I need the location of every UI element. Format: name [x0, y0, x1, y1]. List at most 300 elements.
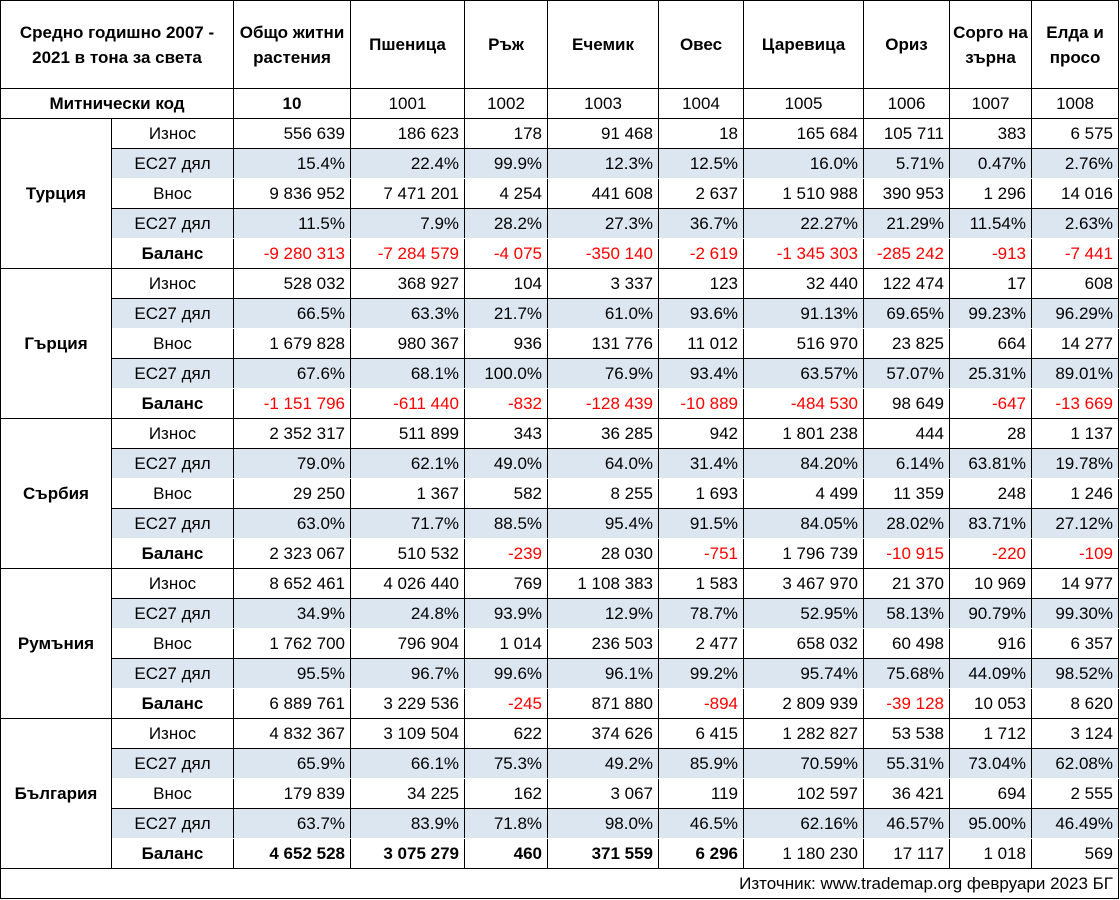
table-cell: 11 012 — [659, 329, 744, 359]
metric-label: ЕС27 дял — [112, 509, 234, 539]
table-cell: 65.9% — [234, 749, 351, 779]
table-cell: 91 468 — [548, 119, 659, 149]
code-cell: 1002 — [465, 89, 548, 119]
table-cell: 528 032 — [234, 269, 351, 299]
table-cell: 84.05% — [744, 509, 864, 539]
table-cell: 22.27% — [744, 209, 864, 239]
table-cell: 18 — [659, 119, 744, 149]
code-cell: 1007 — [950, 89, 1032, 119]
table-cell: 96.29% — [1032, 299, 1119, 329]
table-cell: 390 953 — [864, 179, 950, 209]
table-cell: 62.1% — [351, 449, 465, 479]
table-cell: 99.9% — [465, 149, 548, 179]
table-cell: 52.95% — [744, 599, 864, 629]
table-cell: 6 357 — [1032, 629, 1119, 659]
metric-label: Внос — [112, 479, 234, 509]
code-cell: 1004 — [659, 89, 744, 119]
column-header: Сорго на зърна — [950, 1, 1032, 89]
table-row — [1, 599, 1119, 629]
metric-label: Баланс — [112, 539, 234, 569]
table-cell: 71.7% — [351, 509, 465, 539]
table-row — [1, 749, 1119, 779]
table-cell: 46.57% — [864, 809, 950, 839]
table-cell: 5.71% — [864, 149, 950, 179]
table-cell: 32 440 — [744, 269, 864, 299]
table-cell: -13 669 — [1032, 389, 1119, 419]
table-cell: 36 421 — [864, 779, 950, 809]
table-cell: -832 — [465, 389, 548, 419]
table-cell: 916 — [950, 629, 1032, 659]
table-cell: 2.76% — [1032, 149, 1119, 179]
table-cell: 1 801 238 — [744, 419, 864, 449]
table-cell: 2 637 — [659, 179, 744, 209]
table-cell: 4 499 — [744, 479, 864, 509]
table-cell: 17 — [950, 269, 1032, 299]
table-cell: 1 762 700 — [234, 629, 351, 659]
table-cell: 85.9% — [659, 749, 744, 779]
metric-label: Износ — [112, 569, 234, 599]
table-cell: 441 608 — [548, 179, 659, 209]
table-cell: 11 359 — [864, 479, 950, 509]
table-cell: 383 — [950, 119, 1032, 149]
table-cell: 69.65% — [864, 299, 950, 329]
table-cell: 104 — [465, 269, 548, 299]
table-cell: 9 836 952 — [234, 179, 351, 209]
table-cell: 31.4% — [659, 449, 744, 479]
table-cell: 2.63% — [1032, 209, 1119, 239]
code-cell: 1006 — [864, 89, 950, 119]
table-cell: 460 — [465, 839, 548, 869]
table-cell: 1 583 — [659, 569, 744, 599]
table-cell: 17 117 — [864, 839, 950, 869]
column-header: Овес — [659, 1, 744, 89]
table-cell: 53 538 — [864, 719, 950, 749]
table-row — [1, 209, 1119, 239]
table-row — [1, 659, 1119, 689]
table-row — [1, 389, 1119, 419]
table-cell: 2 477 — [659, 629, 744, 659]
metric-label: Внос — [112, 779, 234, 809]
table-cell: 3 075 279 — [351, 839, 465, 869]
table-cell: 63.7% — [234, 809, 351, 839]
column-header: Царевица — [744, 1, 864, 89]
table-row — [1, 779, 1119, 809]
table-cell: 99.2% — [659, 659, 744, 689]
table-cell: 78.7% — [659, 599, 744, 629]
table-cell: 36.7% — [659, 209, 744, 239]
table-cell: 3 467 970 — [744, 569, 864, 599]
code-cell: 1001 — [351, 89, 465, 119]
table-cell: -2 619 — [659, 239, 744, 269]
country-label: Гърция — [1, 269, 112, 419]
table-cell: -39 128 — [864, 689, 950, 719]
table-cell: 1 296 — [950, 179, 1032, 209]
table-cell: 22.4% — [351, 149, 465, 179]
table-cell: 62.08% — [1032, 749, 1119, 779]
table-cell: 89.01% — [1032, 359, 1119, 389]
table-cell: -128 439 — [548, 389, 659, 419]
table-cell: 8 255 — [548, 479, 659, 509]
table-cell: -913 — [950, 239, 1032, 269]
table-cell: 10 969 — [950, 569, 1032, 599]
table-row — [1, 629, 1119, 659]
table-cell: 63.81% — [950, 449, 1032, 479]
table-cell: 131 776 — [548, 329, 659, 359]
table-cell: 58.13% — [864, 599, 950, 629]
table-cell: 179 839 — [234, 779, 351, 809]
table-cell: -109 — [1032, 539, 1119, 569]
table-cell: 28.02% — [864, 509, 950, 539]
table-row — [1, 719, 1119, 749]
country-label: Турция — [1, 119, 112, 269]
table-cell: 55.31% — [864, 749, 950, 779]
table-cell: 4 254 — [465, 179, 548, 209]
table-cell: 83.9% — [351, 809, 465, 839]
table-cell: 21 370 — [864, 569, 950, 599]
table-cell: 186 623 — [351, 119, 465, 149]
column-header: Ориз — [864, 1, 950, 89]
table-cell: 62.16% — [744, 809, 864, 839]
table-cell: 99.30% — [1032, 599, 1119, 629]
table-cell: -894 — [659, 689, 744, 719]
table-cell: 12.9% — [548, 599, 659, 629]
table-cell: 73.04% — [950, 749, 1032, 779]
metric-label: Износ — [112, 269, 234, 299]
table-cell: 63.57% — [744, 359, 864, 389]
code-cell: 1008 — [1032, 89, 1119, 119]
table-row — [1, 419, 1119, 449]
table-row — [1, 329, 1119, 359]
table-row — [1, 149, 1119, 179]
table-cell: 83.71% — [950, 509, 1032, 539]
table-cell: 694 — [950, 779, 1032, 809]
table-cell: 96.1% — [548, 659, 659, 689]
table-cell: 93.4% — [659, 359, 744, 389]
table-cell: 98.52% — [1032, 659, 1119, 689]
table-cell: 95.74% — [744, 659, 864, 689]
table-cell: 66.5% — [234, 299, 351, 329]
column-header: Ечемик — [548, 1, 659, 89]
table-cell: -647 — [950, 389, 1032, 419]
table-cell: 2 352 317 — [234, 419, 351, 449]
table-cell: 123 — [659, 269, 744, 299]
table-cell: -285 242 — [864, 239, 950, 269]
table-cell: -1 345 303 — [744, 239, 864, 269]
table-cell: 66.1% — [351, 749, 465, 779]
table-cell: 165 684 — [744, 119, 864, 149]
metric-label: ЕС27 дял — [112, 599, 234, 629]
table-cell: 28 — [950, 419, 1032, 449]
code-row — [1, 89, 1119, 119]
table-cell: 248 — [950, 479, 1032, 509]
code-label: Митнически код — [1, 89, 234, 119]
metric-label: Внос — [112, 329, 234, 359]
table-cell: 2 555 — [1032, 779, 1119, 809]
table-cell: 60 498 — [864, 629, 950, 659]
table-cell: 36 285 — [548, 419, 659, 449]
table-cell: 796 904 — [351, 629, 465, 659]
metric-label: Баланс — [112, 689, 234, 719]
table-cell: 6 575 — [1032, 119, 1119, 149]
table-cell: 98.0% — [548, 809, 659, 839]
table-cell: 11.5% — [234, 209, 351, 239]
table-cell: 98 649 — [864, 389, 950, 419]
metric-label: Баланс — [112, 389, 234, 419]
table-row — [1, 239, 1119, 269]
table-cell: 95.5% — [234, 659, 351, 689]
metric-label: Внос — [112, 179, 234, 209]
metric-label: ЕС27 дял — [112, 149, 234, 179]
table-cell: 16.0% — [744, 149, 864, 179]
table-row — [1, 269, 1119, 299]
table-cell: 100.0% — [465, 359, 548, 389]
table-cell: 10 053 — [950, 689, 1032, 719]
table-cell: 119 — [659, 779, 744, 809]
table-cell: 2 323 067 — [234, 539, 351, 569]
table-cell: 556 639 — [234, 119, 351, 149]
table-cell: 102 597 — [744, 779, 864, 809]
table-cell: 122 474 — [864, 269, 950, 299]
table-cell: 21.7% — [465, 299, 548, 329]
table-cell: 28 030 — [548, 539, 659, 569]
table-cell: 67.6% — [234, 359, 351, 389]
table-cell: 511 899 — [351, 419, 465, 449]
table-cell: 27.12% — [1032, 509, 1119, 539]
metric-label: ЕС27 дял — [112, 359, 234, 389]
table-row — [1, 179, 1119, 209]
table-cell: -350 140 — [548, 239, 659, 269]
table-cell: 70.59% — [744, 749, 864, 779]
table-cell: -611 440 — [351, 389, 465, 419]
table-cell: 942 — [659, 419, 744, 449]
metric-label: Износ — [112, 119, 234, 149]
table-cell: 71.8% — [465, 809, 548, 839]
table-cell: 8 620 — [1032, 689, 1119, 719]
table-cell: 1 712 — [950, 719, 1032, 749]
column-header: Пшеница — [351, 1, 465, 89]
table-cell: 93.9% — [465, 599, 548, 629]
metric-label: Износ — [112, 719, 234, 749]
table-cell: 1 693 — [659, 479, 744, 509]
source-note: Източник: www.trademap.org февруари 2023 БГ — [1, 869, 1119, 899]
table-cell: 1 510 988 — [744, 179, 864, 209]
table-cell: 1 367 — [351, 479, 465, 509]
table-cell: 14 277 — [1032, 329, 1119, 359]
metric-label: ЕС27 дял — [112, 809, 234, 839]
table-cell: 63.0% — [234, 509, 351, 539]
table-cell: 15.4% — [234, 149, 351, 179]
metric-label: ЕС27 дял — [112, 209, 234, 239]
table-cell: 14 977 — [1032, 569, 1119, 599]
table-cell: 444 — [864, 419, 950, 449]
table-row — [1, 839, 1119, 869]
table-row — [1, 809, 1119, 839]
table-cell: 84.20% — [744, 449, 864, 479]
table-cell: 61.0% — [548, 299, 659, 329]
table-title: Средно годишно 2007 - 2021 в тона за света — [1, 1, 234, 89]
table-cell: -7 441 — [1032, 239, 1119, 269]
table-cell: 23 825 — [864, 329, 950, 359]
table-cell: 178 — [465, 119, 548, 149]
table-row — [1, 359, 1119, 389]
footer-row — [1, 869, 1119, 899]
metric-label: ЕС27 дял — [112, 449, 234, 479]
table-row — [1, 689, 1119, 719]
table-cell: -10 889 — [659, 389, 744, 419]
table-cell: 44.09% — [950, 659, 1032, 689]
table-cell: 93.6% — [659, 299, 744, 329]
table-cell: 34.9% — [234, 599, 351, 629]
table-cell: 4 026 440 — [351, 569, 465, 599]
table-cell: 75.3% — [465, 749, 548, 779]
code-cell: 10 — [234, 89, 351, 119]
table-cell: 2 809 939 — [744, 689, 864, 719]
column-header: Ръж — [465, 1, 548, 89]
table-cell: 34 225 — [351, 779, 465, 809]
table-cell: 8 652 461 — [234, 569, 351, 599]
table-cell: 3 124 — [1032, 719, 1119, 749]
table-cell: 1 180 230 — [744, 839, 864, 869]
column-header: Елда и просо — [1032, 1, 1119, 89]
table-cell: 7 471 201 — [351, 179, 465, 209]
table-cell: 95.4% — [548, 509, 659, 539]
column-header: Общо житни растения — [234, 1, 351, 89]
table-cell: 516 970 — [744, 329, 864, 359]
table-cell: 105 711 — [864, 119, 950, 149]
table-cell: 29 250 — [234, 479, 351, 509]
table-cell: -7 284 579 — [351, 239, 465, 269]
table-row — [1, 509, 1119, 539]
metric-label: ЕС27 дял — [112, 749, 234, 779]
table-cell: 11.54% — [950, 209, 1032, 239]
table-cell: 14 016 — [1032, 179, 1119, 209]
table-cell: 0.47% — [950, 149, 1032, 179]
table-cell: 63.3% — [351, 299, 465, 329]
table-cell: 3 337 — [548, 269, 659, 299]
table-cell: 91.13% — [744, 299, 864, 329]
table-cell: 27.3% — [548, 209, 659, 239]
metric-label: Баланс — [112, 239, 234, 269]
table-cell: 99.23% — [950, 299, 1032, 329]
metric-label: ЕС27 дял — [112, 299, 234, 329]
table-cell: 12.5% — [659, 149, 744, 179]
table-cell: 46.5% — [659, 809, 744, 839]
table-cell: 608 — [1032, 269, 1119, 299]
table-cell: 1 679 828 — [234, 329, 351, 359]
table-cell: 236 503 — [548, 629, 659, 659]
table-cell: 622 — [465, 719, 548, 749]
table-cell: 569 — [1032, 839, 1119, 869]
table-row — [1, 539, 1119, 569]
metric-label: ЕС27 дял — [112, 659, 234, 689]
table-cell: 374 626 — [548, 719, 659, 749]
table-cell: 3 109 504 — [351, 719, 465, 749]
table-cell: 368 927 — [351, 269, 465, 299]
table-cell: 96.7% — [351, 659, 465, 689]
table-cell: 79.0% — [234, 449, 351, 479]
table-cell: 6 296 — [659, 839, 744, 869]
table-cell: 12.3% — [548, 149, 659, 179]
table-cell: -4 075 — [465, 239, 548, 269]
table-cell: 24.8% — [351, 599, 465, 629]
table-cell: 57.07% — [864, 359, 950, 389]
table-cell: 90.79% — [950, 599, 1032, 629]
table-cell: 162 — [465, 779, 548, 809]
table-cell: 7.9% — [351, 209, 465, 239]
metric-label: Внос — [112, 629, 234, 659]
table-cell: 6.14% — [864, 449, 950, 479]
table-row — [1, 569, 1119, 599]
table-cell: 371 559 — [548, 839, 659, 869]
table-cell: 769 — [465, 569, 548, 599]
table-cell: -220 — [950, 539, 1032, 569]
table-cell: 1 246 — [1032, 479, 1119, 509]
table-cell: 49.2% — [548, 749, 659, 779]
table-cell: 1 282 827 — [744, 719, 864, 749]
table-cell: 343 — [465, 419, 548, 449]
table-cell: 510 532 — [351, 539, 465, 569]
table-row — [1, 449, 1119, 479]
table-cell: -751 — [659, 539, 744, 569]
table-cell: 1 137 — [1032, 419, 1119, 449]
table-cell: 980 367 — [351, 329, 465, 359]
table-cell: 6 415 — [659, 719, 744, 749]
country-label: Сърбия — [1, 419, 112, 569]
table-cell: 99.6% — [465, 659, 548, 689]
country-label: Румъния — [1, 569, 112, 719]
table-cell: 1 108 383 — [548, 569, 659, 599]
table-cell: 68.1% — [351, 359, 465, 389]
table-cell: 76.9% — [548, 359, 659, 389]
table-cell: 582 — [465, 479, 548, 509]
table-cell: 21.29% — [864, 209, 950, 239]
table-cell: -245 — [465, 689, 548, 719]
table-cell: 871 880 — [548, 689, 659, 719]
table-cell: 91.5% — [659, 509, 744, 539]
table-cell: 46.49% — [1032, 809, 1119, 839]
table-cell: -239 — [465, 539, 548, 569]
table-cell: 3 067 — [548, 779, 659, 809]
table-cell: 95.00% — [950, 809, 1032, 839]
table-row — [1, 119, 1119, 149]
table-cell: 75.68% — [864, 659, 950, 689]
metric-label: Баланс — [112, 839, 234, 869]
table-cell: -484 530 — [744, 389, 864, 419]
table-cell: 936 — [465, 329, 548, 359]
table-cell: 6 889 761 — [234, 689, 351, 719]
table-cell: 28.2% — [465, 209, 548, 239]
metric-label: Износ — [112, 419, 234, 449]
table-cell: 3 229 536 — [351, 689, 465, 719]
table-cell: 664 — [950, 329, 1032, 359]
table-cell: -9 280 313 — [234, 239, 351, 269]
table-cell: 4 832 367 — [234, 719, 351, 749]
code-cell: 1003 — [548, 89, 659, 119]
table-cell: 4 652 528 — [234, 839, 351, 869]
table-row — [1, 479, 1119, 509]
table-row — [1, 299, 1119, 329]
table-cell: -1 151 796 — [234, 389, 351, 419]
table-cell: -10 915 — [864, 539, 950, 569]
table-cell: 658 032 — [744, 629, 864, 659]
table-cell: 88.5% — [465, 509, 548, 539]
table-cell: 25.31% — [950, 359, 1032, 389]
table-cell: 64.0% — [548, 449, 659, 479]
header-row — [1, 1, 1119, 89]
table-cell: 1 014 — [465, 629, 548, 659]
table-cell: 19.78% — [1032, 449, 1119, 479]
country-label: България — [1, 719, 112, 869]
